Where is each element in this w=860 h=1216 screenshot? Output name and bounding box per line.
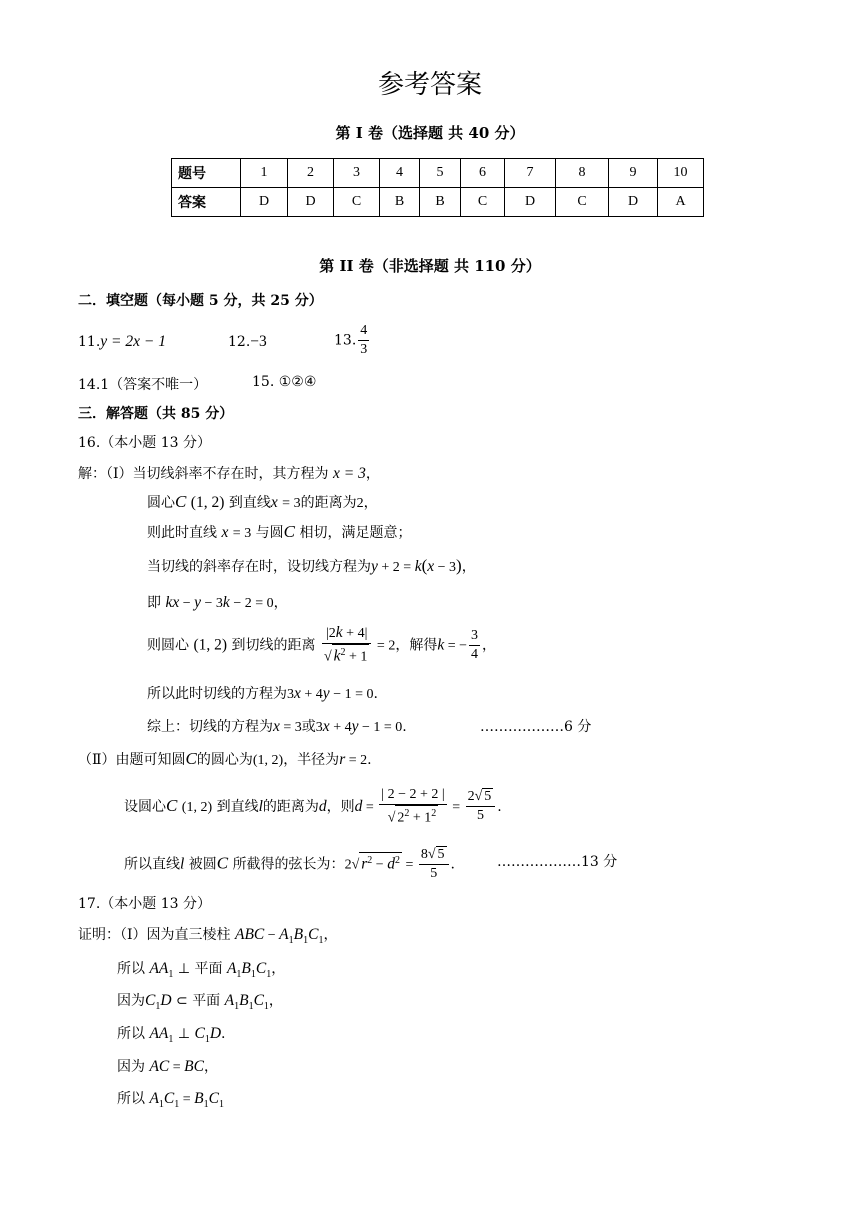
table-row-numbers	[172, 159, 704, 188]
q16-line: 所以此时切线的方程为3x + 4y − 1 = 0.	[147, 685, 378, 702]
fraction: $\frac{3}{4}$	[471, 627, 479, 662]
q16-line: 圆心C (1, 2) 到直线x = 3的距离为2，	[147, 492, 378, 511]
table-cell: C	[461, 188, 505, 217]
q16-line: 即 kx − y − 3k − 2 = 0，	[147, 594, 288, 611]
q12-answer: 12.−3	[228, 333, 267, 350]
part2-heading: 第 II 卷（非选择题 共 110 分）	[319, 257, 541, 275]
table-cell: D	[288, 188, 334, 217]
q17-heading: 17.（本小题 13 分）	[78, 896, 211, 912]
table-cell: 5	[420, 159, 461, 188]
table-cell: D	[505, 188, 556, 217]
table-cell: 10	[658, 159, 704, 188]
q17-line: 证明：（Ⅰ）因为直三棱柱 ABC − $A_1B_1C_1$，	[78, 926, 338, 946]
q16-line: 解：（Ⅰ）当切线斜率不存在时，其方程为 x = 3，	[78, 465, 380, 482]
q17-line: 所以 $A_1C_1 = B_1C_1$	[117, 1090, 224, 1110]
table-cell: C	[556, 188, 609, 217]
table-cell: 1	[241, 159, 288, 188]
table-cell: A	[658, 188, 704, 217]
q14-answer: 14.1（答案不唯一）	[78, 377, 208, 393]
q15-answer: 15. ①②④	[252, 374, 317, 390]
q16-line: 综上：切线的方程为x = 3或3x + 4y − 1 = 0.	[147, 718, 407, 735]
q17-line: 因为 AC = BC，	[117, 1058, 218, 1075]
solve-heading: 三．解答题（共 85 分）	[78, 406, 234, 422]
q16-line: 所以直线l 被圆C 所截得的弦长为：2√ $r^2 - d^2$ = $\frac{8√ 5}{5}$ .	[124, 847, 455, 881]
table-cell: B	[380, 188, 420, 217]
page-title: 参考答案	[377, 70, 482, 100]
score-mark: ………………13 分	[497, 854, 618, 870]
answer-table	[171, 158, 704, 217]
table-cell: 8	[556, 159, 609, 188]
table-cell: 3	[334, 159, 380, 188]
table-row-label: 答案	[172, 188, 241, 217]
fraction: $\frac{4}{3}$	[360, 323, 368, 357]
table-row-answers	[172, 188, 704, 217]
fraction: $\frac{| 2 - 2 + 2 |}{√ 2^2 + 1^2}$	[381, 787, 445, 826]
fill-heading: 二．填空题（每小题 5 分，共 25 分）	[78, 293, 323, 309]
table-cell: 6	[461, 159, 505, 188]
q13-answer: 13. $\frac{4}{3}$	[334, 323, 368, 357]
table-cell: 2	[288, 159, 334, 188]
q16-line: 则圆心 (1, 2) 到切线的距离 $\frac{|2k + 4|}{√ k^2 + 1}$ = 2，解得k = − $\frac{3}{4}$ ，	[147, 624, 497, 665]
q16-line: 则此时直线 x = 3 与圆C 相切，满足题意；	[147, 522, 412, 541]
q17-line: 因为$C_1D$ ⊂ 平面 $A_1B_1C_1$，	[117, 992, 283, 1012]
q11-answer: 11.y = 2x − 1	[78, 333, 166, 350]
table-cell: 4	[380, 159, 420, 188]
q16-line: （Ⅱ）由题可知圆C的圆心为(1, 2)，半径为r = 2.	[78, 749, 372, 768]
part1-heading: 第 I 卷（选择题 共 40 分）	[335, 124, 525, 142]
table-cell: B	[420, 188, 461, 217]
q17-line: 所以 $AA_1$ ⊥ $C_1D$.	[117, 1025, 226, 1045]
q16-line: 设圆心C (1, 2) 到直线l的距离为d，则d = $\frac{| 2 - 2 + 2 |}{√ 2^2 + 1^2}$ = $\frac{2√ 5}{5}$ .	[124, 787, 502, 826]
table-cell: 7	[505, 159, 556, 188]
table-cell: 9	[609, 159, 658, 188]
fraction: $\frac{2√ 5}{5}$	[466, 788, 496, 825]
q17-line: 所以 $AA_1$ ⊥ 平面 $A_1B_1C_1$，	[117, 960, 286, 980]
q16-heading: 16.（本小题 13 分）	[78, 435, 211, 451]
table-row-label: 题号	[172, 159, 241, 188]
table-cell: D	[241, 188, 288, 217]
q16-line: 当切线的斜率存在时，设切线方程为y + 2 = k(x − 3)，	[147, 556, 476, 575]
score-mark: ………………6 分	[480, 719, 592, 735]
table-cell: D	[609, 188, 658, 217]
fraction: $\frac{8√ 5}{5}$	[419, 846, 449, 883]
table-cell: C	[334, 188, 380, 217]
fraction: $\frac{|2k + 4|}{√ k^2 + 1}$	[322, 624, 371, 667]
